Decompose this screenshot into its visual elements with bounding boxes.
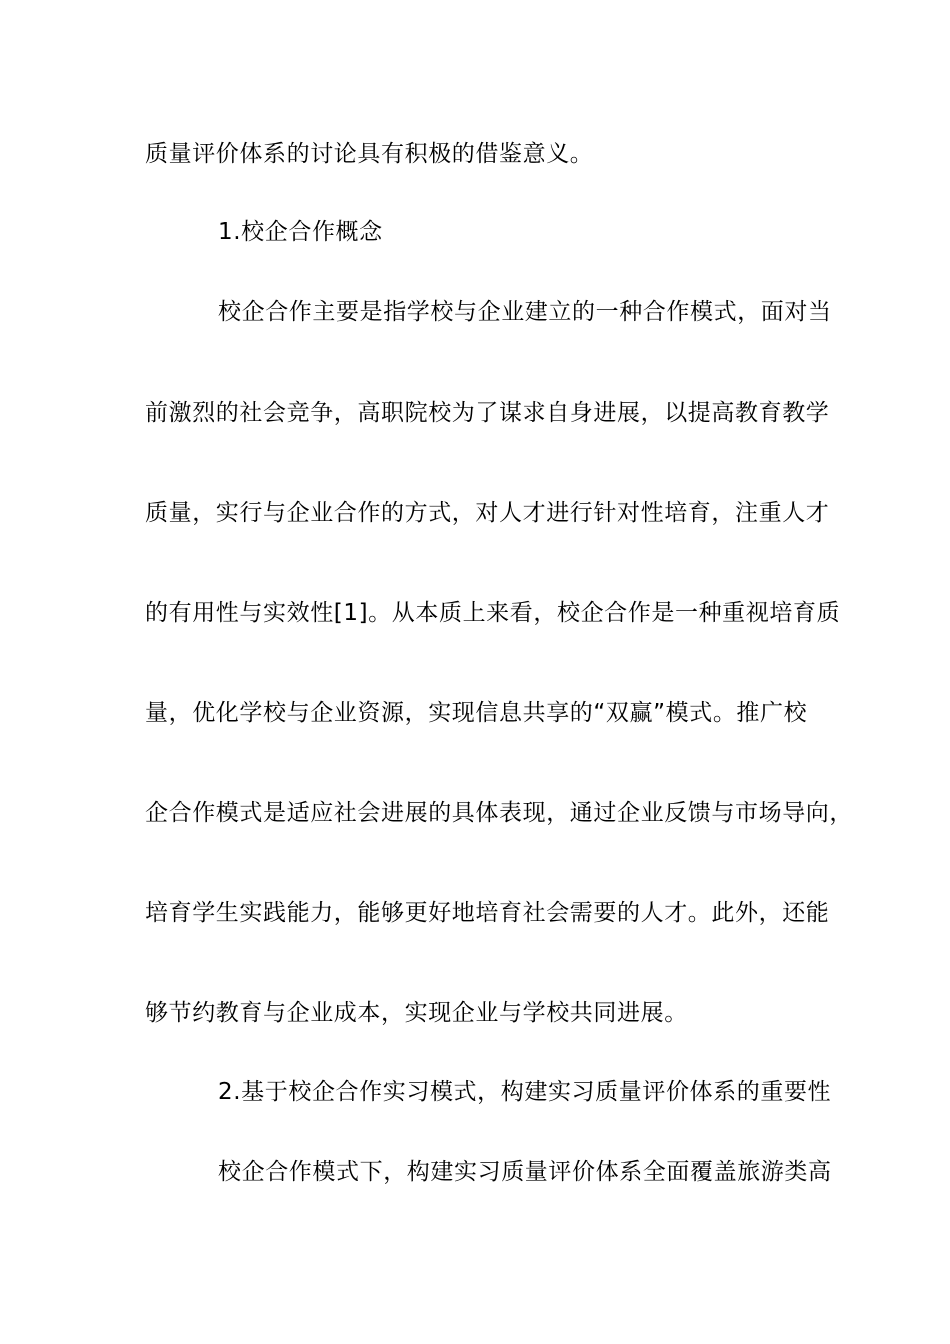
paragraph-line: 前激烈的社会竞争，高职院校为了谋求自身进展，以提高教育教学 [145, 400, 830, 426]
section-heading-2: 2.基于校企合作实习模式，构建实习质量评价体系的重要性 [218, 1079, 832, 1105]
section-heading-1: 1.校企合作概念 [218, 219, 383, 245]
paragraph-line: 校企合作主要是指学校与企业建立的一种合作模式，面对当 [218, 299, 832, 325]
paragraph-continuation-line: 质量评价体系的讨论具有积极的借鉴意义。 [145, 141, 594, 167]
paragraph-line: 够节约教育与企业成本，实现企业与学校共同进展。 [145, 1000, 688, 1026]
paragraph-line: 量，优化学校与企业资源，实现信息共享的“双赢”模式。推广校 [145, 700, 808, 726]
paragraph-line: 校企合作模式下，构建实习质量评价体系全面覆盖旅游类高 [218, 1159, 832, 1185]
paragraph-line: 的有用性与实效性[1]。从本质上来看，校企合作是一种重视培育质 [145, 600, 841, 626]
paragraph-line: 质量，实行与企业合作的方式，对人才进行针对性培育，注重人才 [145, 500, 830, 526]
paragraph-line: 企合作模式是适应社会进展的具体表现，通过企业反馈与市场导向， [145, 800, 853, 826]
paragraph-line: 培育学生实践能力，能够更好地培育社会需要的人才。此外，还能 [145, 900, 830, 926]
